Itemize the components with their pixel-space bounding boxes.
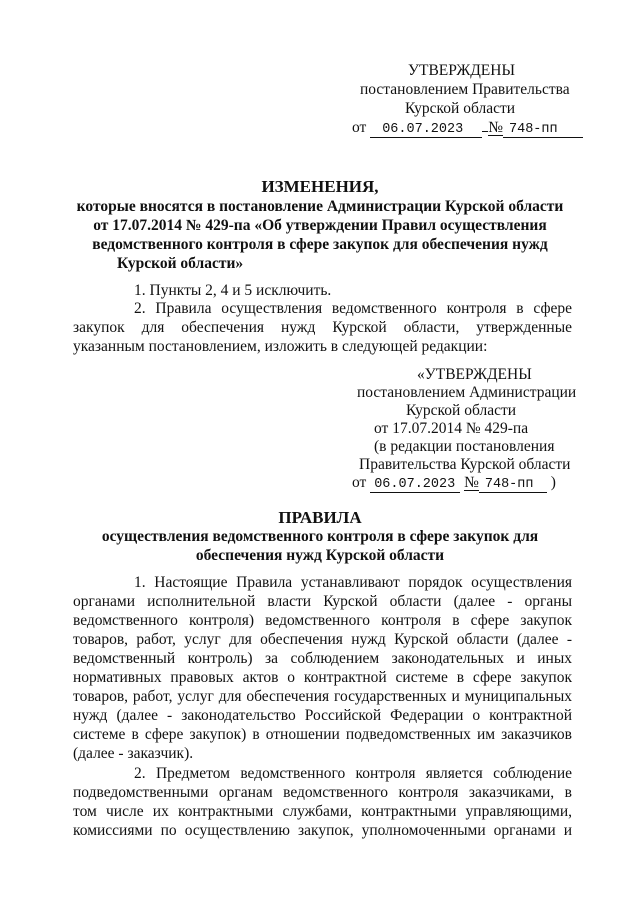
point-1: 1. Пункты 2, 4 и 5 исключить. <box>134 282 332 299</box>
approval-heading: УТВЕРЖДЕНЫ <box>408 62 515 79</box>
approval-date: 06.07.2023 <box>370 122 482 138</box>
paragraph-1-line-9: системе в сфере закупок) в отношении подведомственных им заказчиков <box>73 726 572 743</box>
inner-approval-line-2: Курской области <box>406 402 517 419</box>
approval-line-2: Курской области <box>405 100 516 117</box>
paragraph-2-line-1: 2. Предметом ведомственного контроля является соблюдение <box>134 765 572 782</box>
point-2-line-3: указанным постановлением, изложить в следующей редакции: <box>73 338 488 355</box>
changes-line-3: ведомственного контроля в сфере закупок для обеспечения нужд <box>92 236 548 253</box>
inner-approval-line-5: Правительства Курской области <box>359 456 571 473</box>
approval-line-1: постановлением Правительства <box>360 81 570 98</box>
paragraph-1-line-10: (далее - заказчик). <box>73 745 194 762</box>
paragraph-1-line-4: товаров, работ, услуг для обеспечения нужд Курской области (далее - <box>73 631 572 648</box>
paragraph-1-line-1: 1. Настоящие Правила устанавливают порядок осуществления <box>134 574 572 591</box>
inner-approval-date-row <box>352 474 556 493</box>
inner-approval-line-1: постановлением Администрации <box>357 384 577 401</box>
paragraph-2-line-4: комиссиями по осуществлению закупок, уполномоченными органами и <box>73 822 572 839</box>
inner-close-paren: ) <box>550 474 556 491</box>
inner-approval-line-4: (в редакции постановления <box>374 438 555 455</box>
paragraph-1-line-6: нормативных правовых актов о контрактной системе в сфере закупок <box>73 669 572 686</box>
approval-number: 748-пп <box>503 122 583 138</box>
inner-approval-number: 748-пп <box>479 477 547 493</box>
paragraph-2-line-3: том числе их контрактными службами, контрактными управляющими, <box>73 803 572 820</box>
paragraph-1-line-2: органами исполнительной власти Курской области (далее - органы <box>73 593 572 610</box>
paragraph-1-line-8: нужд (далее - законодательство Российской Федерации о контрактной <box>73 707 572 724</box>
inner-approval-heading: «УТВЕРЖДЕНЫ <box>417 366 532 383</box>
approval-date-row <box>352 119 583 138</box>
paragraph-1-line-5: ведомственный контроль) за соблюдением законодательных и иных <box>73 650 572 667</box>
rules-title: ПРАВИЛА <box>278 508 362 527</box>
changes-line-2: от 17.07.2014 № 429-па «Об утверждении Правил осуществления <box>93 217 547 234</box>
inner-approval-line-3: от 17.07.2014 № 429-па <box>374 420 529 437</box>
number-prefix: № <box>488 119 503 136</box>
changes-title: ИЗМЕНЕНИЯ, <box>261 177 379 196</box>
point-2-line-2: закупок для обеспечения нужд Курской области, утвержденные <box>73 319 572 336</box>
point-2-line-1: 2. Правила осуществления ведомственного контроля в сфере <box>134 300 572 317</box>
changes-line-4: Курской области» <box>117 255 244 272</box>
inner-approval-date: 06.07.2023 <box>370 477 460 493</box>
changes-line-1: которые вносятся в постановление Администрации Курской области <box>76 198 564 215</box>
inner-number-prefix: № <box>464 474 479 491</box>
paragraph-1-line-7: товаров, работ, услуг для обеспечения государственных и муниципальных <box>73 688 572 705</box>
rules-subtitle-2: обеспечения нужд Курской области <box>195 547 445 564</box>
paragraph-1-line-3: ведомственного контроля) ведомственного контроля в сфере закупок <box>73 612 572 629</box>
date-prefix: от <box>352 119 367 136</box>
rules-subtitle-1: осуществления ведомственного контроля в сфере закупок для <box>101 528 539 545</box>
inner-date-prefix: от <box>352 474 367 491</box>
paragraph-2-line-2: подведомственными органам ведомственного контроля заказчиками, в <box>73 784 572 801</box>
